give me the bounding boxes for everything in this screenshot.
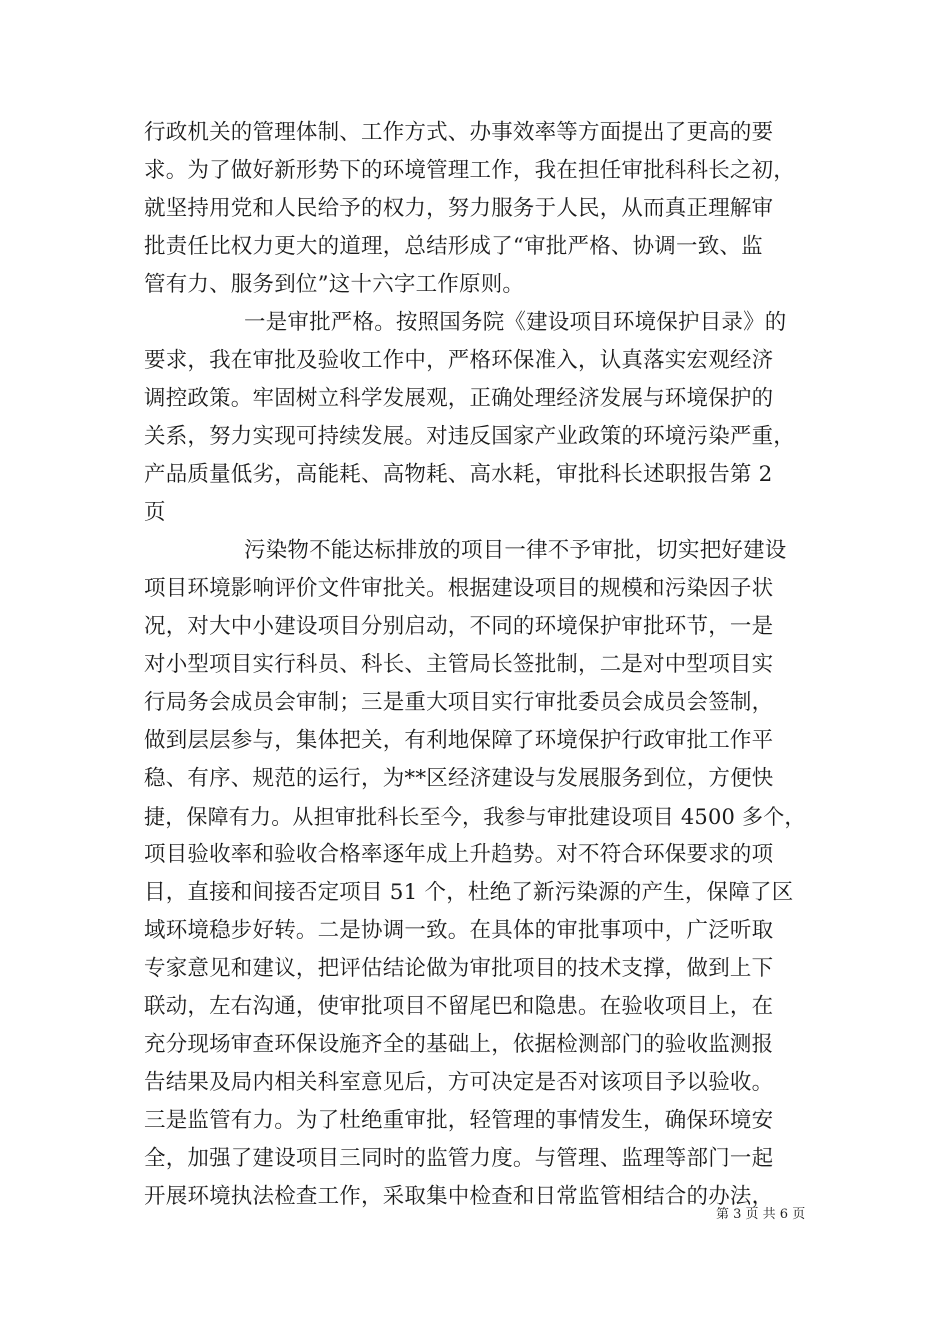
paragraph-line: 批责任比权力更大的道理，总结形成了“审批严格、协调一致、监 (144, 234, 763, 259)
paragraph-line: 就坚持用党和人民给予的权力，努力服务于人民，从而真正理解审 (144, 196, 774, 221)
paragraph-line: 域环境稳步好转。二是协调一致。在具体的审批事项中，广泛听取 (144, 918, 774, 943)
paragraph-line: 行政机关的管理体制、工作方式、办事效率等方面提出了更高的要 (144, 120, 774, 145)
paragraph-line: 产品质量低劣，高能耗、高物耗、高水耗，审批科长述职报告第 2 (144, 462, 773, 487)
paragraph-line: 稳、有序、规范的运行，为**区经济建设与发展服务到位，方便快 (144, 766, 774, 791)
paragraph-line: 告结果及局内相关科室意见后，方可决定是否对该项目予以验收。 (144, 1070, 774, 1095)
paragraph-line: 做到层层参与，集体把关，有利地保障了环境保护行政审批工作平 (144, 728, 774, 753)
paragraph-line: 充分现场审查环保设施齐全的基础上，依据检测部门的验收监测报 (144, 1032, 774, 1057)
paragraph-line: 况，对大中小建设项目分别启动，不同的环境保护审批环节，一是 (144, 614, 774, 639)
paragraph-line: 专家意见和建议，把评估结论做为审批项目的技术支撑，做到上下 (144, 956, 774, 981)
paragraph-line: 全，加强了建设项目三同时的监管力度。与管理、监理等部门一起 (144, 1146, 774, 1171)
paragraph-line: 一是审批严格。按照国务院《建设项目环境保护目录》的 (244, 310, 787, 335)
paragraph-line: 项目验收率和验收合格率逐年成上升趋势。对不符合环保要求的项 (144, 842, 774, 867)
paragraph-line: 三是监管有力。为了杜绝重审批，轻管理的事情发生，确保环境安 (144, 1108, 774, 1133)
paragraph-line: 管有力、服务到位”这十六字工作原则。 (144, 272, 525, 297)
paragraph-line: 对小型项目实行科员、科长、主管局长签批制，二是对中型项目实 (144, 652, 774, 677)
page-number-footer: 第 3 页 共 6 页 (716, 1207, 806, 1222)
paragraph-line: 页 (144, 500, 166, 525)
paragraph-line: 项目环境影响评价文件审批关。根据建设项目的规模和污染因子状 (144, 576, 774, 601)
paragraph-line: 污染物不能达标排放的项目一律不予审批，切实把好建设 (244, 538, 787, 563)
paragraph-line: 要求，我在审批及验收工作中，严格环保准入，认真落实宏观经济 (144, 348, 774, 373)
paragraph-line: 行局务会成员会审制；三是重大项目实行审批委员会成员会签制， (144, 690, 774, 715)
paragraph-line: 目，直接和间接否定项目 51 个，杜绝了新污染源的产生，保障了区 (144, 880, 794, 905)
paragraph-line: 捷，保障有力。从担审批科长至今，我参与审批建设项目 4500 多个， (144, 805, 806, 829)
paragraph-line: 调控政策。牢固树立科学发展观，正确处理经济发展与环境保护的 (144, 386, 774, 411)
paragraph-line: 联动，左右沟通，使审批项目不留尾巴和隐患。在验收项目上，在 (144, 994, 774, 1019)
paragraph-line: 求。为了做好新形势下的环境管理工作，我在担任审批科科长之初， (144, 158, 796, 183)
paragraph-line: 关系，努力实现可持续发展。对违反国家产业政策的环境污染严重， (144, 424, 796, 449)
paragraph-line: 开展环境执法检查工作，采取集中检查和日常监管相结合的办法， (144, 1184, 774, 1209)
